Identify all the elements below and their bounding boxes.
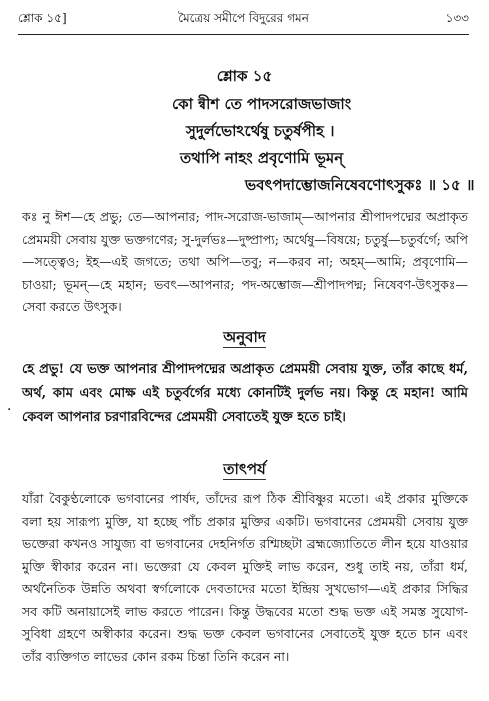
translation-text: হে প্রভু! যে ভক্ত আপনার শ্রীপাদপদ্মের অপ্রাকৃত প্রেমময়ী সেবায় যুক্ত, তাঁর কাছে ধর্ম, অর্থ, কাম এবং মোক্ষ এই চতুর্বর্গের মধ্যে কোনটিই দুর্লভ নয়। কিন্তু হে মহান! আমি কেবল আপনার চরণারবিন্দের প্রেমময়ী সেবাতেই যুক্ত হতে চাই।	[22, 362, 468, 425]
running-header	[18, 10, 469, 30]
page-number: ১৩৩	[445, 11, 469, 25]
purport-heading	[0, 458, 489, 483]
verse-line-3: তথাপি নাহং প্রবৃণোমি ভূমন্‌	[180, 149, 344, 167]
verse-line-1: কো ন্বীশ তে পাদসরোজভাজাং	[172, 95, 352, 113]
purport-heading-text: তাৎপর্য	[223, 460, 266, 478]
verse-line-4: ভবৎপদাম্ভোজনিষেবণোৎসুকঃ ॥ ১৫ ॥	[245, 176, 475, 194]
verse-line-2: সুদুর্লভোঽর্থেষু চতুর্ষপীহ ।	[186, 122, 335, 140]
purport-text: যাঁরা বৈকুণ্ঠলোকে ভগবানের পার্ষদ, তাঁদের রূপ ঠিক শ্রীবিষ্ণুর মতো। এই প্রকার মুক্তিকে বলা হয় সারূপ্য মুক্তি, যা হচ্ছে পাঁচ প্রকার মুক্তির একটি। ভগবানের প্রেমময়ী সেবায় যুক্ত ভক্তেরা কখনও সাযুজ্য বা ভগবানের দেহনির্গত রশ্মিচ্ছটা ব্রহ্মজ্যোতিতে লীন হয়ে যাওয়ার মুক্তি স্বীকার করেন না। ভক্তেরা যে কেবল মুক্তিই লাভ করেন, শুধু তাই নয়, তাঁরা ধর্ম, অর্থনৈতিক উন্নতি অথবা স্বর্গলোকে দেবতাদের মতো ইন্দ্রিয় সুখভোগ—এই প্রকার সিদ্ধির সব কটি অনায়াসেই লাভ করতে পারেন। কিন্তু উদ্ধবের মতো শুদ্ধ ভক্ত এই সমস্ত সুযোগ-সুবিধা গ্রহণে অস্বীকার করেন। শুদ্ধ ভক্ত কেবল ভগবানের সেবাতেই যুক্ত হতে চান এবং তাঁর ব্যক্তিগত লাভের কোন রকম চিন্তা তিনি করেন না।	[22, 491, 468, 664]
translation-heading-text: অনুবাদ	[223, 328, 266, 346]
header-rule	[18, 34, 469, 35]
translation-heading	[0, 326, 489, 351]
header-verse-ref: শ্লোক ১৫]	[18, 11, 67, 25]
margin-mark: ·	[7, 402, 12, 418]
word-synonyms: কঃ নু ঈশ—হে প্রভু; তে—আপনার; পাদ-সরোজ-ভাজাম্‌—আপনার শ্রীপাদপদ্মের অপ্রাকৃত প্রেমময়ী সেবায় যুক্ত ভক্তগণের; সু-দুর্লভঃ—দুষ্প্রাপ্য; অর্থেষু—বিষয়ে; চতুর্ষু—চতুর্বর্গে; অপি—সত্ত্বেও; ইহ—এই জগতে; তথা অপি—তবু; ন—করব না; অহম্‌—আমি; প্রবৃণোমি—চাওয়া; ভূমন্‌—হে মহান; ভবৎ—আপনার; পদ-অম্ভোজ—শ্রীপাদপদ্ম; নিষেবণ-উৎসুকঃ—সেবা করতে উৎসুক।	[22, 209, 468, 314]
header-chapter-title: মৈত্রেয় সমীপে বিদুরের গমন	[178, 11, 309, 25]
verse-title: শ্লোক ১৫	[216, 67, 273, 85]
